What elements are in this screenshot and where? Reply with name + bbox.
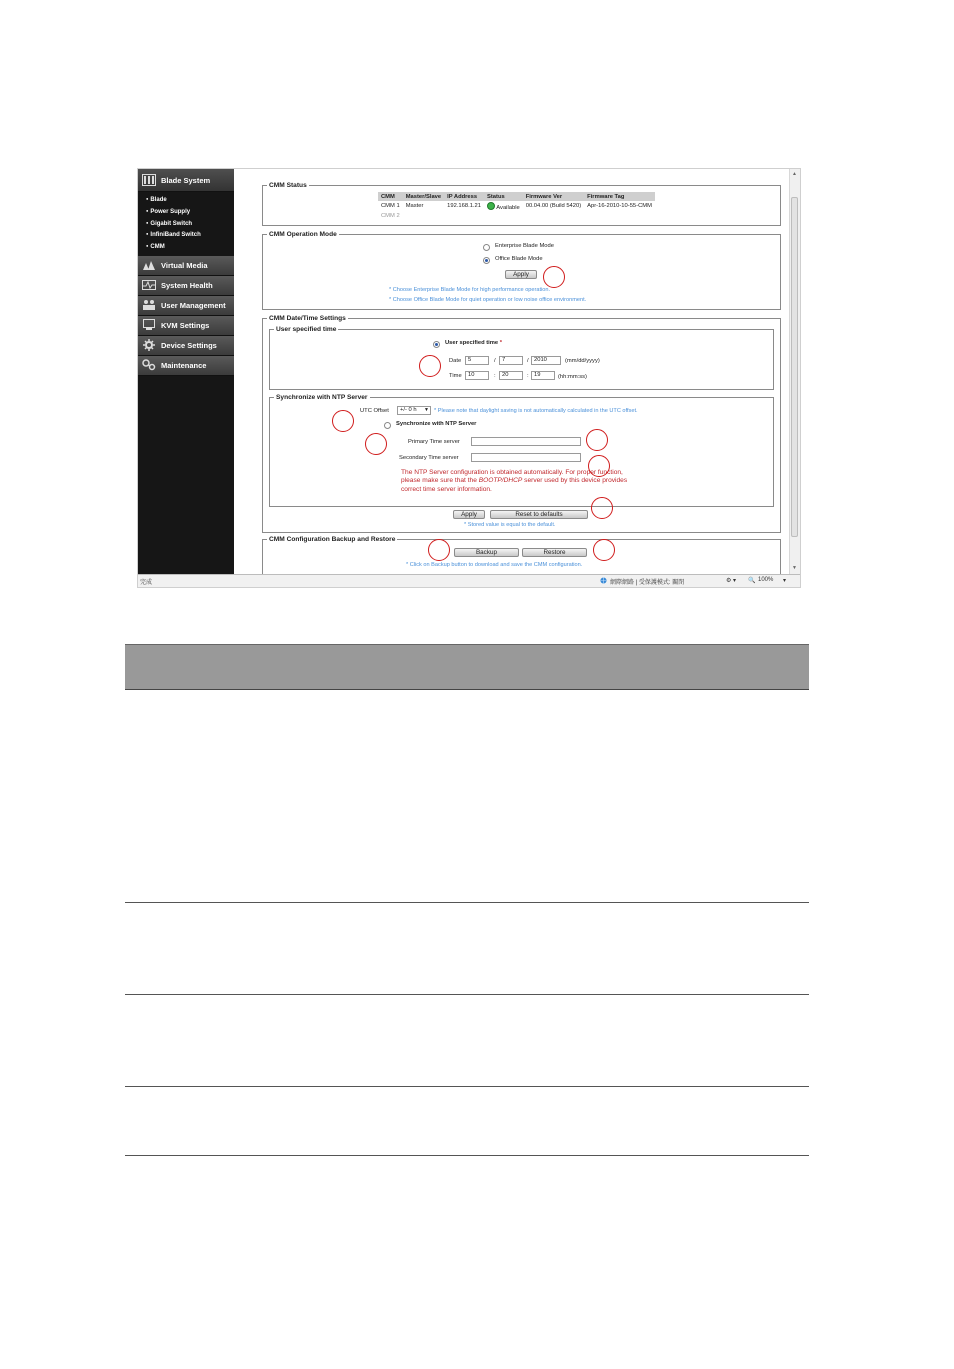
scroll-down-icon[interactable]: ▼ bbox=[792, 565, 797, 571]
utc-offset-value: +/- 0 h bbox=[400, 407, 417, 413]
sidebar-section-label: User Management bbox=[161, 300, 226, 310]
table-divider bbox=[125, 902, 809, 903]
date-label: Date bbox=[449, 358, 462, 364]
user-management-icon bbox=[142, 299, 156, 311]
zoom-settings-icon[interactable]: ⚙ ▾ bbox=[726, 578, 737, 584]
zoom-level[interactable]: 100% bbox=[758, 577, 774, 583]
office-mode-radio[interactable] bbox=[483, 257, 490, 264]
callout-circle bbox=[591, 497, 613, 519]
backup-note: * Click on Backup button to download and save the CMM configuration. bbox=[406, 562, 583, 568]
callout-circle bbox=[428, 539, 450, 561]
user-time-label bbox=[445, 340, 502, 346]
maintenance-icon bbox=[142, 359, 156, 371]
sidebar-section-virtual-media[interactable] bbox=[138, 256, 234, 276]
sidebar-item-cmm[interactable]: ● CMM bbox=[146, 241, 234, 253]
kvm-settings-icon bbox=[142, 319, 156, 331]
group-legend: User specified time bbox=[276, 326, 337, 333]
sidebar-section-user-management[interactable] bbox=[138, 296, 234, 316]
time-minute-input[interactable]: 20 bbox=[499, 371, 523, 380]
table-divider bbox=[125, 994, 809, 995]
device-settings-icon bbox=[142, 339, 156, 351]
sidebar-section-kvm-settings[interactable] bbox=[138, 316, 234, 336]
security-zone-text: 網際網路 | 受保護模式: 關閉 bbox=[610, 580, 685, 586]
operation-mode-apply-button[interactable]: Apply bbox=[505, 270, 537, 279]
time-hour-input[interactable]: 10 bbox=[465, 371, 489, 380]
date-format-hint: (mm/dd/yyyy) bbox=[565, 358, 600, 364]
reset-to-defaults-button[interactable]: Reset to defaults bbox=[490, 510, 588, 519]
cmm-web-ui-screenshot bbox=[137, 168, 801, 588]
column-header: Status bbox=[484, 192, 523, 201]
column-header: Firmware Ver bbox=[523, 192, 584, 201]
office-mode-label: Office Blade Mode bbox=[495, 256, 543, 262]
group-legend: CMM Operation Mode bbox=[269, 231, 337, 238]
sidebar-section-label: KVM Settings bbox=[161, 320, 210, 330]
cell-cmm: CMM 1 bbox=[381, 203, 400, 209]
cell-ip: 192.168.1.21 bbox=[447, 203, 481, 209]
time-format-hint: (hh:mm:ss) bbox=[558, 374, 587, 380]
vertical-scrollbar[interactable] bbox=[789, 169, 800, 574]
utc-offset-note: * Please note that daylight saving is not automatically calculated in the UTC offset. bbox=[434, 408, 638, 414]
sidebar-item-power-supply[interactable]: ● Power Supply bbox=[146, 206, 234, 218]
date-separator: / bbox=[527, 358, 529, 364]
column-header: Firmware Tag bbox=[584, 192, 655, 201]
table-divider bbox=[125, 1155, 809, 1156]
cell-cmm: CMM 2 bbox=[381, 213, 400, 219]
group-legend: CMM Status bbox=[269, 182, 307, 189]
system-health-icon bbox=[142, 279, 156, 291]
group-legend: CMM Configuration Backup and Restore bbox=[269, 536, 396, 543]
callout-circle bbox=[586, 429, 608, 451]
sidebar-section-maintenance[interactable] bbox=[138, 356, 234, 376]
ntp-config-note-part2: server used by this device provides correct time server information. bbox=[401, 477, 628, 493]
user-time-radio[interactable] bbox=[433, 341, 440, 348]
date-separator: / bbox=[494, 358, 496, 364]
sidebar-section-label: Device Settings bbox=[161, 340, 217, 350]
description-table-header bbox=[125, 644, 809, 690]
ntp-config-note-part1: The NTP Server configuration is obtained automatically. For proper function, please make sure that the bbox=[401, 469, 623, 485]
callout-circle bbox=[588, 455, 610, 477]
sidebar bbox=[138, 169, 234, 574]
blade-system-icon bbox=[142, 174, 156, 186]
column-header: IP Address bbox=[444, 192, 484, 201]
virtual-media-icon bbox=[142, 259, 156, 271]
table-divider bbox=[125, 1086, 809, 1087]
callout-circle bbox=[332, 410, 354, 432]
table-row bbox=[378, 211, 655, 221]
group-legend: Synchronize with NTP Server bbox=[276, 394, 368, 401]
datetime-apply-button[interactable]: Apply bbox=[453, 510, 485, 519]
internet-zone-icon bbox=[600, 577, 607, 586]
sidebar-section-system-health[interactable] bbox=[138, 276, 234, 296]
cmm-status-table bbox=[378, 192, 655, 221]
date-year-input[interactable]: 2010 bbox=[531, 356, 561, 365]
enterprise-mode-radio[interactable] bbox=[483, 244, 490, 251]
chevron-down-icon: ▼ bbox=[424, 407, 429, 413]
column-header: Master/Slave bbox=[403, 192, 444, 201]
utc-offset-label: UTC Offset bbox=[360, 408, 389, 414]
ntp-sync-radio[interactable] bbox=[384, 422, 391, 429]
secondary-time-server-input[interactable] bbox=[471, 453, 581, 462]
zoom-icon: 🔍 bbox=[748, 578, 756, 584]
status-ok-icon bbox=[487, 202, 495, 210]
zoom-dropdown-icon[interactable]: ▾ bbox=[783, 578, 787, 584]
sidebar-section-device-settings[interactable] bbox=[138, 336, 234, 356]
group-legend: CMM Date/Time Settings bbox=[269, 315, 346, 322]
sidebar-section-label: Maintenance bbox=[161, 360, 207, 370]
time-second-input[interactable]: 19 bbox=[531, 371, 555, 380]
time-separator: : bbox=[527, 373, 529, 379]
enterprise-mode-label: Enterprise Blade Mode bbox=[495, 243, 554, 249]
main-content bbox=[238, 169, 783, 574]
ntp-sync-label: Synchronize with NTP Server bbox=[396, 421, 477, 427]
status-text: Available bbox=[496, 204, 520, 211]
enterprise-mode-note: * Choose Enterprise Blade Mode for high performance operation. bbox=[389, 287, 551, 293]
scroll-up-icon[interactable]: ▲ bbox=[792, 171, 797, 177]
stored-value-note: * Stored value is equal to the default. bbox=[464, 522, 556, 528]
sidebar-item-gigabit-switch[interactable]: ● Gigabit Switch bbox=[146, 218, 234, 230]
sidebar-section-blade-system[interactable] bbox=[138, 169, 234, 192]
time-separator: : bbox=[494, 373, 496, 379]
ntp-config-note-emphasis: BOOTP/DHCP bbox=[478, 477, 523, 485]
table-header-row bbox=[378, 192, 655, 201]
browser-status-bar bbox=[138, 574, 800, 587]
cell-status bbox=[484, 201, 523, 211]
time-label: Time bbox=[449, 373, 462, 379]
restore-button[interactable]: Restore bbox=[522, 548, 587, 557]
sidebar-item-infiniband-switch[interactable]: ● InfiniBand Switch bbox=[146, 229, 234, 241]
primary-time-server-label: Primary Time server bbox=[408, 439, 460, 445]
primary-time-server-input[interactable] bbox=[471, 437, 581, 446]
date-month-input[interactable]: 5 bbox=[465, 356, 489, 365]
backup-button[interactable]: Backup bbox=[454, 548, 519, 557]
sidebar-section-label: Blade System bbox=[161, 175, 211, 185]
cell-firmware-tag: Apr-16-2010-10-55-CMM bbox=[587, 203, 652, 209]
callout-circle bbox=[543, 266, 565, 288]
date-day-input[interactable]: 7 bbox=[499, 356, 523, 365]
callout-circle bbox=[419, 355, 441, 377]
scrollbar-thumb[interactable] bbox=[791, 197, 798, 537]
column-header: CMM bbox=[378, 192, 403, 201]
cell-firmware-ver: 00.04.00 (Build 5420) bbox=[525, 203, 582, 209]
cell-role: Master bbox=[405, 203, 424, 209]
sidebar-section-label: Virtual Media bbox=[161, 260, 208, 270]
secondary-time-server-label: Secondary Time server bbox=[399, 455, 459, 461]
sidebar-item-blade[interactable]: ● Blade bbox=[146, 194, 234, 206]
sidebar-sub-list bbox=[138, 192, 234, 256]
callout-circle bbox=[593, 539, 615, 561]
user-time-label-text: User specified time bbox=[445, 340, 499, 346]
office-mode-note: * Choose Office Blade Mode for quiet operation or low noise office environment. bbox=[389, 297, 587, 303]
utc-offset-select[interactable] bbox=[397, 406, 431, 415]
callout-circle bbox=[365, 433, 387, 455]
status-text: 完成 bbox=[140, 580, 153, 586]
sidebar-section-label: System Health bbox=[161, 280, 213, 290]
required-asterisk: * bbox=[499, 340, 503, 346]
table-row bbox=[378, 201, 655, 211]
